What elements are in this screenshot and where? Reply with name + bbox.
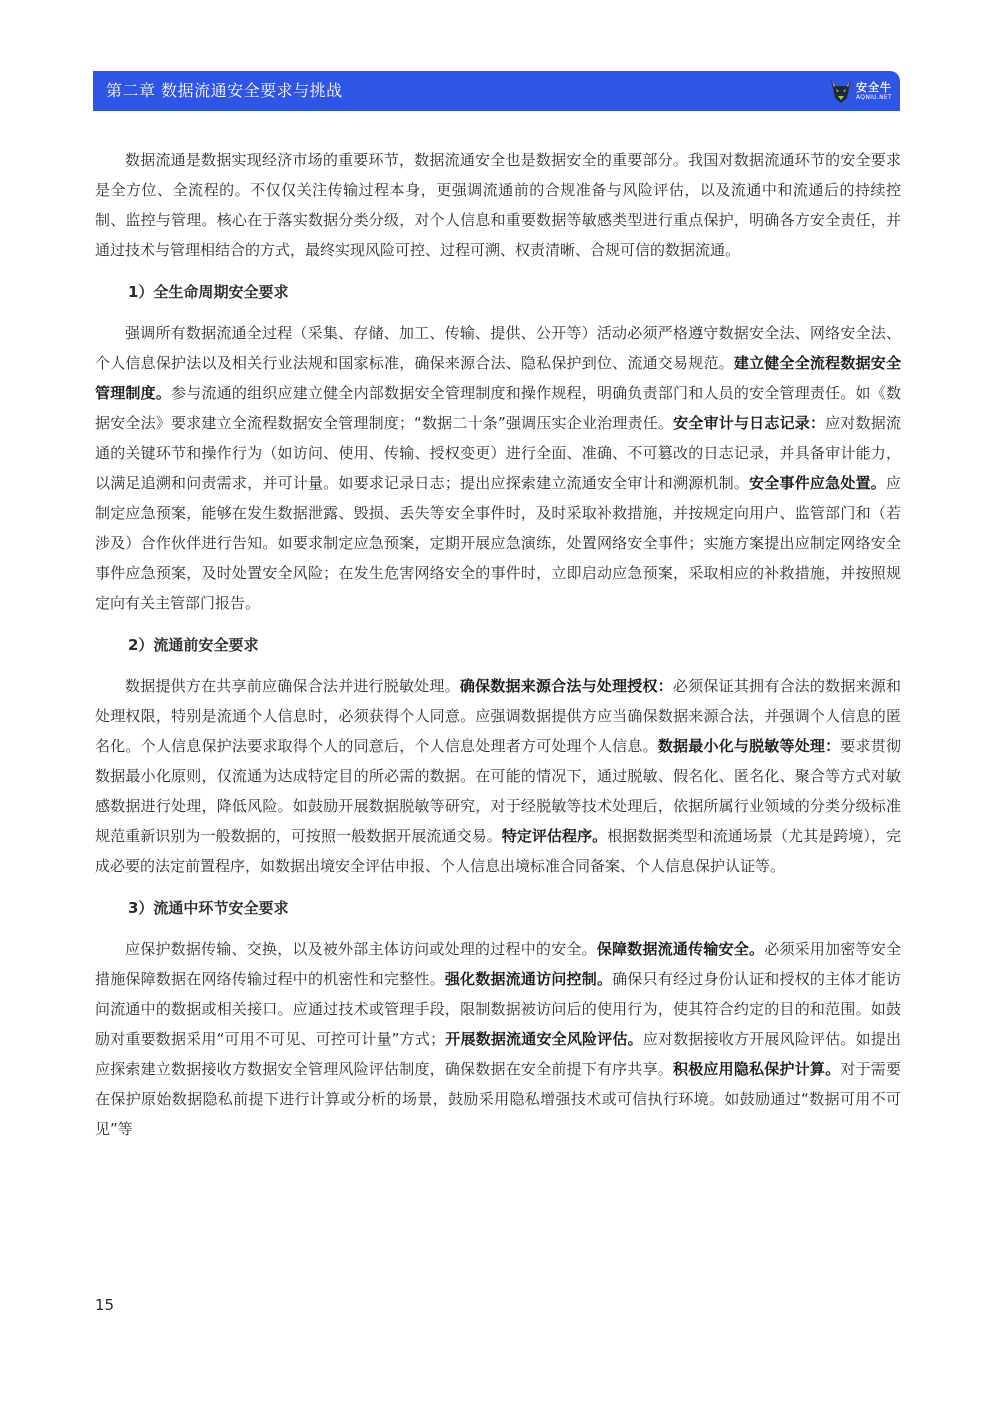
text-run: 根据数据类型和流通场景（尤其是跨境），完成必要的法定前置程序，如数据出境安全评估申报、个人信息出境标准合同备案、个人信息保护认证等。 <box>95 827 901 875</box>
page-body <box>95 145 901 1144</box>
bold-run: 保障数据流通传输安全。 <box>596 940 765 958</box>
intro-paragraph: 数据流通是数据实现经济市场的重要环节，数据流通安全也是数据安全的重要部分。我国对数据流通环节的安全要求是全方位、全流程的。不仅仅关注传输过程本身，更强调流通前的合规准备与风险评估，以及流通中和流通后的持续控制、监控与管理。核心在于落实数据分类分级，对个人信息和重要数据等敏感类型进行重点保护，明确各方安全责任，并通过技术与管理相结合的方式，最终实现风险可控、过程可溯、权责清晰、合规可信的数据流通。 <box>95 151 901 259</box>
bold-run: 确保数据来源合法与处理授权： <box>459 677 673 695</box>
logo-text: 安全牛 <box>856 80 892 94</box>
text-run: 应对数据流通的关键环节和操作行为（如访问、使用、传输、授权变更）进行全面、准确、不可篡改的日志记录，并具备审计能力，以满足追溯和问责需求，并可计量。如要求记录日志；提出应探索建立流通安全审计和溯源机制。 <box>95 414 901 492</box>
text-run: 应保护数据传输、交换，以及被外部主体访问或处理的过程中的安全。 <box>125 940 597 958</box>
bold-run: 积极应用隐私保护计算。 <box>673 1060 841 1078</box>
section-1-paragraph <box>95 318 901 618</box>
text-run: 对于需要在保护原始数据隐私前提下进行计算或分析的场景，鼓励采用隐私增强技术或可信执行环境。如鼓励通过“数据可用不可见”等 <box>95 1060 901 1138</box>
chapter-header <box>93 71 900 111</box>
section-1-heading: 1）全生命周期安全要求 <box>128 283 289 301</box>
section-3-paragraph <box>95 934 901 1144</box>
text-run: 确保只有经过身份认证和授权的主体才能访问流通中的数据或相关接口。应通过技术或管理手段，限制数据被访问后的使用行为，使其符合约定的目的和范围。如鼓励对重要数据采用“可用不可见、可控可计量”方式； <box>95 970 901 1048</box>
text-run: 必须采用加密等安全措施保障数据在网络传输过程中的机密性和完整性。 <box>95 940 901 988</box>
text-run: 参与流通的组织应建立健全内部数据安全管理制度和操作规程，明确负责部门和人员的安全管理责任。如《数据安全法》要求建立全流程数据安全管理制度；“数据二十条”强调压实企业治理责任。 <box>95 384 901 432</box>
bull-logo-icon <box>830 78 852 104</box>
text-run: 强调所有数据流通全过程（采集、存储、加工、传输、提供、公开等）活动必须严格遵守数据安全法、网络安全法、个人信息保护法以及相关行业法规和国家标准，确保来源合法、隐私保护到位、流通交易规范。 <box>95 324 901 372</box>
text-run: 必须保证其拥有合法的数据来源和处理权限，特别是流通个人信息时，必须获得个人同意。应强调数据提供方应当确保数据来源合法，并强调个人信息的匿名化。个人信息保护法要求取得个人的同意后，个人信息处理者方可处理个人信息。 <box>95 677 901 755</box>
bold-run: 强化数据流通访问控制。 <box>444 970 613 988</box>
section-3-heading: 3）流通中环节安全要求 <box>128 899 289 917</box>
bold-run: 安全事件应急处置。 <box>749 474 886 492</box>
logo-subtext: AQNIU.NET <box>856 93 892 101</box>
page-number: 15 <box>95 1296 115 1314</box>
bold-run: 数据最小化与脱敏等处理： <box>657 737 841 755</box>
text-run: 数据提供方在共享前应确保合法并进行脱敏处理。 <box>125 677 460 695</box>
brand-logo <box>830 77 892 105</box>
section-2-paragraph <box>95 671 901 881</box>
bold-run: 安全审计与日志记录： <box>673 414 826 432</box>
section-2-heading: 2）流通前安全要求 <box>128 636 259 654</box>
bold-run: 建立健全全流程数据安全管理制度。 <box>95 354 901 402</box>
chapter-title: 第二章 数据流通安全要求与挑战 <box>106 81 343 100</box>
text-run: 要求贯彻数据最小化原则，仅流通为达成特定目的所必需的数据。在可能的情况下，通过脱敏、假名化、匿名化、聚合等方式对敏感数据进行处理，降低风险。如鼓励开展数据脱敏等研究，对于经脱敏等技术处理后，依据所属行业领域的分类分级标准规范重新识别为一般数据的，可按照一般数据开展流通交易。 <box>95 737 901 845</box>
bold-run: 特定评估程序。 <box>501 827 608 845</box>
text-run: 应对数据接收方开展风险评估。如提出应探索建立数据接收方数据安全管理风险评估制度，确保数据在安全前提下有序共享。 <box>95 1030 901 1078</box>
text-run: 应制定应急预案，能够在发生数据泄露、毁损、丢失等安全事件时，及时采取补救措施，并按规定向用户、监管部门和（若涉及）合作伙伴进行告知。如要求制定应急预案，定期开展应急演练，处置网络安全事件；实施方案提出应制定网络安全事件应急预案，及时处置安全风险；在发生危害网络安全的事件时，立即启动应急预案，采取相应的补救措施，并按照规定向有关主管部门报告。 <box>95 474 901 612</box>
bold-run: 开展数据流通安全风险评估。 <box>445 1030 643 1048</box>
